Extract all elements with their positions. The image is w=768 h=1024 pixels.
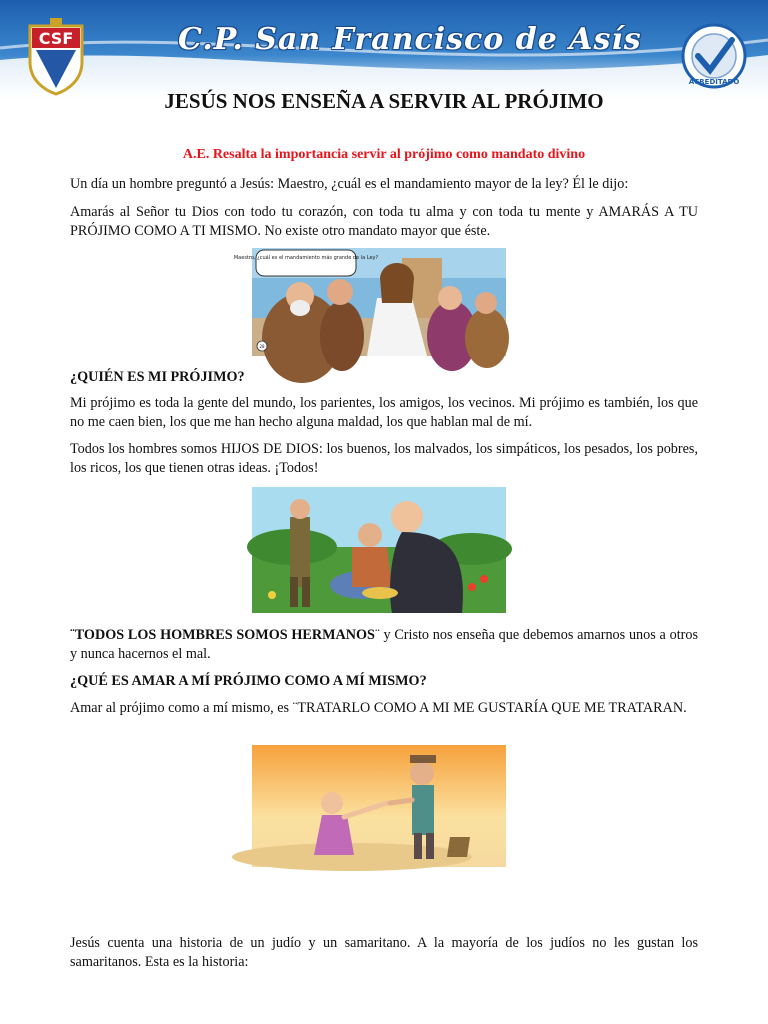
speech-bubble-text: Maestro, ¿cuál es el mandamiento más grande de la Ley? <box>233 255 379 261</box>
illustration-jesus-teaching <box>233 248 506 356</box>
illustration-page-number: 28 <box>259 344 265 349</box>
paragraph-golden-rule: Amar al prójimo como a mí mismo, es ¨TRATARLO COMO A MI ME GUSTARÍA QUE ME TRATARAN. <box>70 700 687 716</box>
school-crest-logo <box>26 18 86 96</box>
paragraph-question: Un día un hombre preguntó a Jesús: Maestro, ¿cuál es el mandamiento mayor de la ley? Él le dijo: <box>70 176 629 192</box>
paragraph-children-of-god: Todos los hombres somos HIJOS DE DIOS: los buenos, los malvados, los simpáticos, los pesados, los pobres, los ricos, los que tienen otras ideas. ¡Todos! <box>70 441 698 476</box>
paragraph-samaritan-story: Jesús cuenta una historia de un judío y un samaritano. A la mayoría de los judíos no les gustan los samaritanos. Esta es la historia: <box>70 935 698 970</box>
page-title: JESÚS NOS ENSEÑA A SERVIR AL PRÓJIMO <box>164 89 604 113</box>
accreditation-seal-logo <box>680 22 748 90</box>
svg-text:ACREDITADO: ACREDITADO <box>688 78 740 86</box>
all-brothers-emphasis: ¨TODOS LOS HOMBRES SOMOS HERMANOS <box>70 627 375 643</box>
page-header <box>0 0 768 100</box>
paragraph-commandment: Amarás al Señor tu Dios con todo tu corazón, con toda tu alma y con toda tu mente y AMARÁS A TU PRÓJIMO COMO A TI MISMO. No existe otro mandato mayor que éste. <box>70 204 698 239</box>
paragraph-neighbor-definition: Mi prójimo es toda la gente del mundo, los parientes, los amigos, los vecinos. Mi prójimo es también, los que no me caen bien, los que me han hecho alguna maldad, los que hablan mal de mí. <box>70 395 698 430</box>
school-name: C.P. San Francisco de Asís <box>178 22 642 57</box>
learning-objective: A.E. Resalta la importancia servir al prójimo como mandato divino <box>182 147 586 162</box>
heading-love-neighbor-as-self: ¿QUÉ ES AMAR A MÍ PRÓJIMO COMO A MÍ MISMO? <box>70 673 427 689</box>
paragraph-all-brothers <box>70 626 698 663</box>
svg-text:CSF: CSF <box>38 29 74 48</box>
heading-who-is-my-neighbor: ¿QUIÉN ES MI PRÓJIMO? <box>70 369 245 385</box>
illustration-good-samaritan <box>252 487 506 613</box>
illustration-helping-hand <box>252 745 506 867</box>
all-brothers-rest: ¨ y Cristo nos enseña que debemos amarnos unos a otros y nunca hacernos el mal. <box>70 627 698 662</box>
